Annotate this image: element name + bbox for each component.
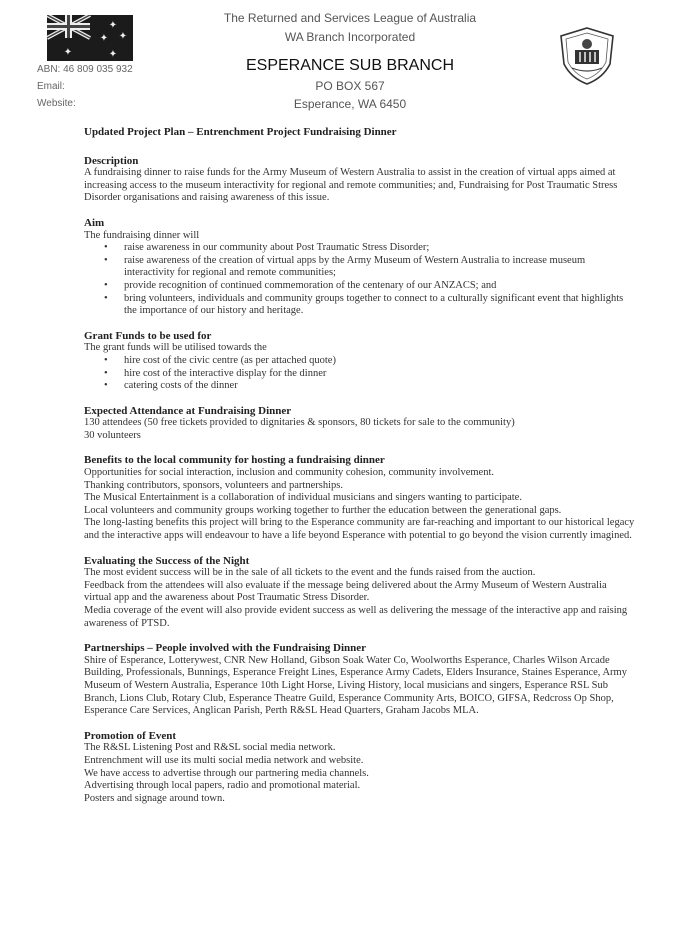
section-heading: Evaluating the Success of the Night xyxy=(84,554,250,567)
section-promotion xyxy=(84,730,636,806)
list-item: • catering costs of the dinner xyxy=(124,380,636,393)
list-item: • raise awareness of the creation of virtual apps by the Army Museum of Western Australia to increase museum interactivity for regional and remote communities; xyxy=(124,255,636,280)
email-label: Email: xyxy=(37,81,65,92)
list-item: • hire cost of the interactive display for the dinner xyxy=(124,368,636,381)
description-text: A fundraising dinner to raise funds for the Army Museum of Western Australia to assist in the creation of virtual apps aimed at increasing access to the museum interactivity for regional and remote communities; and, Fundraising for Post Traumatic Stress Disorder organisations and raising awareness of this issue. xyxy=(84,167,618,204)
list-item: • raise awareness in our community about Post Traumatic Stress Disorder; xyxy=(124,242,636,255)
australian-flag-logo xyxy=(47,15,133,61)
rsl-emblem-logo xyxy=(558,26,616,86)
text-line: Feedback from the attendees will also evaluate if the message being delivered about the Army Museum of Western Australia virtual app and the awareness about Post Traumatic Stress Disorder. xyxy=(84,579,607,604)
branch-title: ESPERANCE SUB BRANCH xyxy=(245,57,455,74)
section-heading: Benefits to the local community for hosting a fundraising dinner xyxy=(84,454,385,467)
document-body xyxy=(84,126,636,817)
text-line: 30 volunteers xyxy=(84,429,141,441)
section-heading: Grant Funds to be used for xyxy=(84,329,212,342)
aim-list xyxy=(84,242,636,318)
text-line: The R&SL Listening Post and R&SL social media network. xyxy=(84,742,336,754)
section-partnerships xyxy=(84,642,636,718)
section-benefits xyxy=(84,454,636,542)
text-line: 130 attendees (50 free tickets provided to dignitaries & sponsors, 80 tickets for sale to the community) xyxy=(84,417,515,429)
svg-text:✦: ✦ xyxy=(63,47,73,58)
abn-text: ABN: 46 809 035 932 xyxy=(37,64,133,75)
section-aim xyxy=(84,217,636,318)
section-heading: Promotion of Event xyxy=(84,729,177,742)
grant-intro: The grant funds will be utilised towards the xyxy=(84,342,267,354)
partnerships-text: Shire of Esperance, Lotterywest, CNR New Holland, Gibson Soak Water Co, Woolworths Esperance, Charles Wilson Arcade Building, Professionals, Bunnings, Esperance Freight Lines, Esperance Army Cadets, Elders Insurance, Staines Esperance, Army Museum of Western Australia, Esperance 10th Light Horse, Living History, local musicians and singers, Esperance RSL Sub Branch, Lions Club, Rotary Club, Esperance Theatre Guild, Esperance Community Arts, BOICO, GIFSA, Redcross Op Shop, Esperance Care Services, Anglican Parish, Perth R&SL Head Quarters, Graham Jacobs MLA. xyxy=(84,654,627,717)
svg-text:✦: ✦ xyxy=(108,20,118,31)
list-item: • provide recognition of continued commemoration of the centenary of our ANZACS; and xyxy=(124,280,636,293)
text-line: Local volunteers and community groups working together to further the education between the generational gaps. xyxy=(84,504,562,516)
list-item: • hire cost of the civic centre (as per attached quote) xyxy=(124,355,636,368)
section-heading: Partnerships – People involved with the Fundraising Dinner xyxy=(84,642,367,655)
text-line: Advertising through local papers, radio and promotional material. xyxy=(84,780,361,792)
list-item: • bring volunteers, individuals and community groups together to connect to a culturally significant event that highlights the importance of our history and heritage. xyxy=(124,293,636,318)
text-line: Thanking contributors, sponsors, volunteers and partnerships. xyxy=(84,479,343,491)
document-title: Updated Project Plan – Entrenchment Project Fundraising Dinner xyxy=(84,126,397,138)
org-name: The Returned and Services League of Australia xyxy=(223,11,477,25)
grant-list xyxy=(84,355,636,393)
section-grant-funds xyxy=(84,330,636,393)
text-line: Opportunities for social interaction, inclusion and community cohesion, community involvement. xyxy=(84,467,495,479)
address-line-2: Esperance, WA 6450 xyxy=(293,97,407,111)
svg-text:✦: ✦ xyxy=(118,31,128,42)
org-branch: WA Branch Incorporated xyxy=(284,30,416,44)
section-evaluating xyxy=(84,555,636,631)
aim-intro: The fundraising dinner will xyxy=(84,229,200,241)
section-attendance xyxy=(84,405,636,443)
svg-text:✦: ✦ xyxy=(108,49,118,60)
text-line: Media coverage of the event will also provide evident success as well as delivering the message of the interactive app and raising awareness of PTSD. xyxy=(84,605,628,629)
text-line: Posters and signage around town. xyxy=(84,792,225,804)
text-line: Entrenchment will use its multi social media network and website. xyxy=(84,754,364,766)
text-line: The most evident success will be in the sale of all tickets to the event and the funds raised from the auction. xyxy=(84,567,536,579)
text-line: The Musical Entertainment is a collaboration of individual musicians and singers wanting to participate. xyxy=(84,492,522,504)
address-line-1: PO BOX 567 xyxy=(315,79,385,93)
section-heading: Description xyxy=(84,154,139,167)
svg-text:✦: ✦ xyxy=(99,33,109,44)
text-line: We have access to advertise through our partnering media channels. xyxy=(84,767,369,779)
section-description xyxy=(84,155,636,205)
text-line: The long-lasting benefits this project will bring to the Esperance community are far-reaching and important to our historical legacy and the interactive apps will endeavour to have a life beyond Esperance with potential to go beyond the vision currently imagined. xyxy=(84,517,635,542)
section-heading: Expected Attendance at Fundraising Dinner xyxy=(84,404,292,417)
section-heading: Aim xyxy=(84,216,105,229)
website-label: Website: xyxy=(37,98,76,109)
